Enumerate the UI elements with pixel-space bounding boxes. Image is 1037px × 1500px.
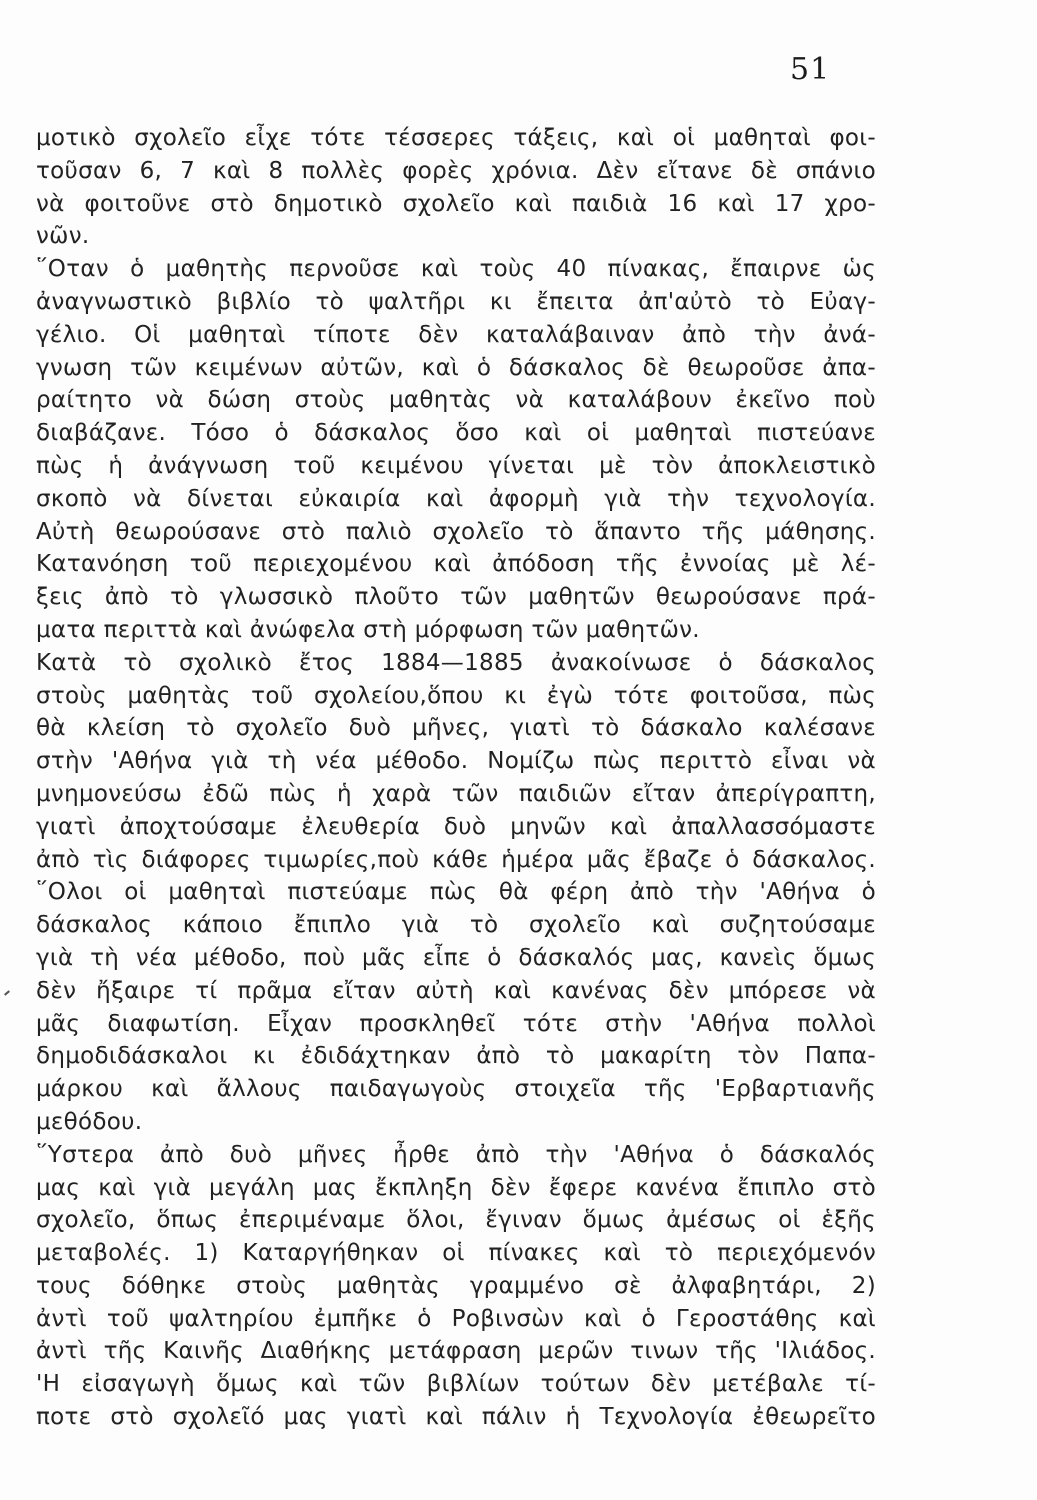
text-line: τοῦσαν 6, 7 καὶ 8 πολλὲς φορὲς χρόνια. Δὲν εἴτανε δὲ σπάνιο (36, 157, 876, 184)
text-line: ῞Υστερα ἀπὸ δυὸ μῆνες ἦρθε ἀπὸ τὴν 'Αθήνα ὁ δάσκαλός (36, 1141, 876, 1168)
text-line: τους δόθηκε στοὺς μαθητὰς γραμμένο σὲ ἀλφαβητάρι, 2) (36, 1272, 876, 1299)
text-line: σχολεῖο, ὅπως ἐπεριμέναμε ὅλοι, ἔγιναν ὅμως ἀμέσως οἱ ἑξῆς (36, 1207, 876, 1234)
text-line: μᾶς διαφωτίση. Εἶχαν προσκληθεῖ τότε στὴν 'Αθήνα πολλοὶ (36, 1010, 876, 1037)
text-line: ξεις ἀπὸ τὸ γλωσσικὸ πλοῦτο τῶν μαθητῶν θεωρούσανε πρά- (36, 584, 876, 611)
margin-pencil-mark (4, 990, 10, 995)
text-line: μνημονεύσω ἐδῶ πὼς ἡ χαρὰ τῶν παιδιῶν εἴταν ἀπερίγραπτη, (36, 780, 876, 807)
text-line: πὼς ἡ ἀνάγνωση τοῦ κειμένου γίνεται μὲ τὸν ἀποκλειστικὸ (36, 452, 876, 479)
text-line: διαβάζανε. Τόσο ὁ δάσκαλος ὅσο καὶ οἱ μαθηταὶ πιστεύανε (36, 420, 876, 447)
text-line: ματα περιττὰ καὶ ἀνώφελα στὴ μόρφωση τῶν μαθητῶν. (36, 616, 700, 643)
text-line: θὰ κλείση τὸ σχολεῖο δυὸ μῆνες, γιατὶ τὸ δάσκαλο καλέσανε (36, 715, 876, 742)
text-line: Κατὰ τὸ σχολικὸ ἔτος 1884—1885 ἀνακοίνωσε ὁ δάσκαλος (36, 649, 876, 676)
text-line: ἀναγνωστικὸ βιβλίο τὸ ψαλτῆρι κι ἔπειτα ἀπ'αὐτὸ τὸ Εὐαγ- (36, 288, 876, 315)
text-line: σκοπὸ νὰ δίνεται εὐκαιρία καὶ ἀφορμὴ γιὰ τὴν τεχνολογία. (36, 485, 876, 512)
text-line: στὴν 'Αθήνα γιὰ τὴ νέα μέθοδο. Νομίζω πὼς περιττὸ εἶναι νὰ (36, 748, 876, 775)
text-line: δημοδιδάσκαλοι κι ἐδιδάχτηκαν ἀπὸ τὸ μακαρίτη τὸν Παπα- (36, 1043, 876, 1070)
text-line: νῶν. (36, 223, 90, 250)
text-line: μάρκου καὶ ἄλλους παιδαγωγοὺς στοιχεῖα τῆς 'Ερβαρτιανῆς (36, 1076, 876, 1103)
text-line: νὰ φοιτοῦνε στὸ δημοτικὸ σχολεῖο καὶ παιδιὰ 16 καὶ 17 χρο- (36, 190, 876, 217)
text-line: ποτε στὸ σχολεῖό μας γιατὶ καὶ πάλιν ἡ Τεχνολογία ἐθεωρεῖτο (36, 1404, 876, 1431)
body-text (36, 122, 876, 1434)
text-line: ῞Οταν ὁ μαθητὴς περνοῦσε καὶ τοὺς 40 πίνακας, ἔπαιρνε ὡς (36, 256, 876, 283)
text-line: γιατὶ ἀποχτούσαμε ἐλευθερία δυὸ μηνῶν καὶ ἀπαλλασσόμαστε (36, 813, 876, 840)
text-line: ἀντὶ τῆς Καινῆς Διαθήκης μετάφραση μερῶν τινων τῆς 'Ιλιάδος. (36, 1338, 876, 1365)
text-line: Αὐτὴ θεωρούσανε στὸ παλιὸ σχολεῖο τὸ ἅπαντο τῆς μάθησης. (36, 518, 876, 545)
text-line: μεταβολές. 1) Καταργήθηκαν οἱ πίνακες καὶ τὸ περιεχόμενόν (36, 1240, 876, 1267)
text-line: μοτικὸ σχολεῖο εἶχε τότε τέσσερες τάξεις, καὶ οἱ μαθηταὶ φοι- (36, 125, 876, 151)
text-line: ἀντὶ τοῦ ψαλτηρίου ἐμπῆκε ὁ Ροβινσὼν καὶ ὁ Γεροστάθης καὶ (36, 1305, 876, 1332)
text-line: ῞Ολοι οἱ μαθηταὶ πιστεύαμε πὼς θὰ φέρη ἀπὸ τὴν 'Αθήνα ὁ (36, 879, 876, 906)
text-line: μας καὶ γιὰ μεγάλη μας ἔκπληξη δὲν ἔφερε κανένα ἔπιπλο στὸ (36, 1174, 876, 1201)
text-line: Κατανόηση τοῦ περιεχομένου καὶ ἀπόδοση τῆς ἐννοίας μὲ λέ- (36, 551, 876, 578)
text-line: 'Η εἰσαγωγὴ ὅμως καὶ τῶν βιβλίων τούτων δὲν μετέβαλε τί- (36, 1371, 876, 1398)
text-line: δὲν ἤξαιρε τί πρᾶμα εἴταν αὐτὴ καὶ κανένας δὲν μπόρεσε νὰ (36, 977, 876, 1004)
text-line: γνωση τῶν κειμένων αὐτῶν, καὶ ὁ δάσκαλος δὲ θεωροῦσε ἀπα- (36, 354, 876, 381)
text-line: δάσκαλος κάποιο ἔπιπλο γιὰ τὸ σχολεῖο καὶ συζητούσαμε (36, 912, 876, 939)
text-line: γιὰ τὴ νέα μέθοδο, ποὺ μᾶς εἶπε ὁ δάσκαλός μας, κανεὶς ὅμως (36, 944, 876, 971)
text-line: γέλιο. Οἱ μαθηταὶ τίποτε δὲν καταλάβαιναν ἀπὸ τὴν ἀνά- (36, 321, 876, 348)
page-number: 51 (790, 52, 831, 87)
text-line: μεθόδου. (36, 1108, 143, 1135)
text-line: στοὺς μαθητὰς τοῦ σχολείου,ὅπου κι ἐγὼ τότε φοιτοῦσα, πὼς (36, 682, 876, 709)
text-line: ἀπὸ τὶς διάφορες τιμωρίες,ποὺ κάθε ἡμέρα μᾶς ἔβαζε ὁ δάσκαλος. (36, 846, 876, 873)
text-line: ραίτητο νὰ δώση στοὺς μαθητὰς νὰ καταλάβουν ἐκεῖνο ποὺ (36, 387, 876, 414)
